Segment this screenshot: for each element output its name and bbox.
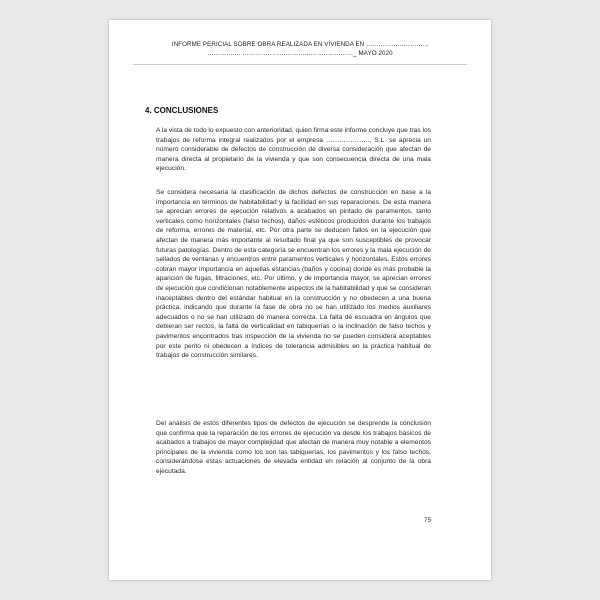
paragraph-2: Se considera necesaria la clasificación de dichos defectos de construcción en base a la importancia en términos de habitabilidad y la facilidad en sus reparaciones. De esta manera se aprecian errores de ejecución relativos a acabados en pintado de paramentos, tanto verticales como horizontales (falso techos), daños estéticos producidos durante los trabajos de reforma, errores de material, etc. Por otra parte se deducen fallos en la ejecución que afectan de manera más importante al resultado final ya que son susceptibles de provocar futuras patologías. Dentro de esta categoría se encuentran los errores y la mala ejecución de sellados de ventanas y encuentros entre paramentos verticales y horizontales. Estos errores cobran mayor importancia en aquellas estancias (baños y cocina) donde es más probable la aparición de fugas, filtraciones, etc. Por último, y de importancia mayor, se aprecian errores de ejecución que condicionan notablemente aspectos de la habitabilidad y que se consideran inaceptables dentro del estándar habitual en la construcción y no obedecen a una buena práctica, indicando que durante la fase de obra no se han utilizado los medios auxiliares adecuados o no se han utilizado de manera correcta. La falta de escuadra en ángulos que debieran ser rectos, la falta de verticalidad en tabiquerías o la inclinación de falso techos y pavimentos encontrados tras inspección de la vivienda no se pueden considera aceptables por este perito ni obedecen a índices de tolerancia admisibles en la práctica habitual de trabajos de construcción similares.	[156, 189, 431, 360]
page-number: 75	[424, 517, 432, 524]
header-divider	[133, 64, 467, 65]
paragraph-1: A la vista de todo lo expuesto con anterioridad, quien firma este informe concluye que tras los trabajos de reforma integral realizados por el empresa ……………….., S.L. se aprecia un número considerable de defectos de construcción de diversa consideración que afectan de manera directa al propietario de la vivienda y que son consecuencia directa de una mala ejecución.	[156, 127, 432, 173]
document-page	[109, 20, 491, 580]
paragraph-3: Del análisis de estos diferentes tipos de defectos de ejecución se desprende la conclusión que confirma que la reparación de los errores de ejecución va desde los trabajos básicos de acabados a trabajos de mayor complejidad que afectan de manera muy notable a elementos principales de la vivienda como los son las tabiquerías, los pavimentos y los falso techos, considerándose estas actuaciones de elevada entidad en relación al conjunto de la obra ejecutada.	[156, 420, 431, 475]
header-line-1: INFORME PERICIAL SOBRE OBRA REALIZADA EN VIVIENDA EN ………………………..,	[171, 41, 429, 48]
header-line-2: ……………. ………….. ……………..…. ..……………_ MAYO 2020	[207, 49, 393, 57]
page-header	[109, 41, 491, 59]
section-title: 4. CONCLUSIONES	[145, 106, 219, 115]
